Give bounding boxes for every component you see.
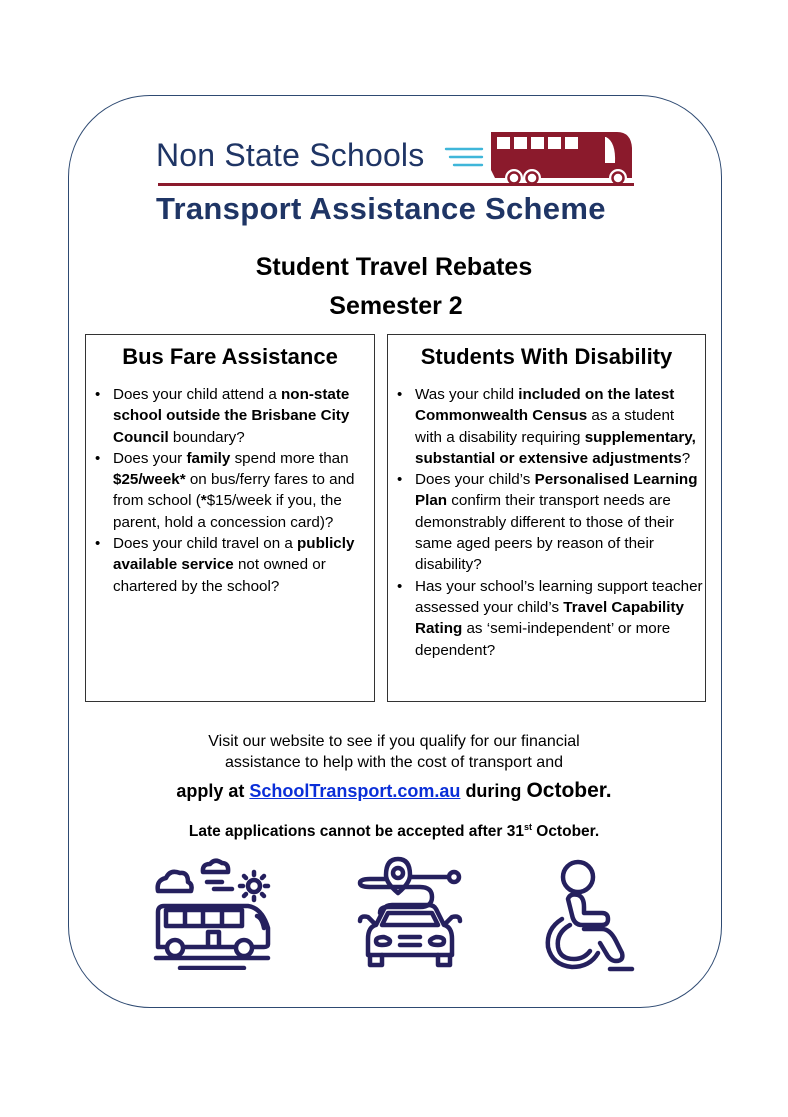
website-info: [0, 731, 788, 773]
apply-line: [0, 779, 788, 803]
logo-line2: Transport Assistance Scheme: [156, 191, 606, 226]
list-item: • Does your child travel on a publicly available service not owned or chartered by the school?: [113, 533, 374, 597]
list-item: • Does your family spend more than $25/week* on bus/ferry fares to and from school (*$15/week if you, the parent, hold a concession card)?: [113, 448, 374, 533]
late-applications-notice: [0, 823, 788, 841]
list-item: • Was your child included on the latest Commonwealth Census as a student with a disability requiring supplementary, substantial or extensive adjustments?: [415, 384, 705, 469]
section-heading: Students With Disability: [420, 344, 673, 369]
section-heading: Bus Fare Assistance: [122, 344, 338, 369]
late-sup: st: [523, 821, 532, 832]
criteria-list: [388, 384, 705, 661]
website-link[interactable]: SchoolTransport.com.au: [249, 781, 461, 801]
speed-lines-icon: [442, 146, 484, 172]
apply-middle: during: [460, 781, 527, 801]
late-prefix: Late applications cannot be accepted after 31: [188, 823, 524, 840]
logo-divider: [158, 183, 634, 186]
apply-prefix: apply at: [176, 781, 250, 801]
criteria-list: [86, 384, 374, 597]
students-with-disability-box: [387, 334, 706, 702]
bus-fare-assistance-box: [85, 334, 375, 702]
page-title: Student Travel Rebates: [255, 253, 533, 281]
bus-icon: [485, 130, 635, 186]
page-subtitle: Semester 2: [329, 292, 463, 320]
apply-month: October.: [526, 779, 612, 802]
car-route-icon: [356, 853, 466, 973]
cta-line1: Visit our website to see if you qualify for our financial: [208, 733, 580, 750]
cta-line2: assistance to help with the cost of transport and: [225, 754, 563, 771]
list-item: • Does your child attend a non-state school outside the Brisbane City Council boundary?: [113, 384, 374, 448]
list-item: • Has your school’s learning support teacher assessed your child’s Travel Capability Rating as ‘semi-independent’ or more dependent?: [415, 576, 705, 661]
bus-weather-icon: [150, 858, 275, 970]
list-item: • Does your child’s Personalised Learning Plan confirm their transport needs are demonstrably different to those of their same aged peers by reason of their disability?: [415, 469, 705, 575]
scheme-logo: [150, 125, 640, 235]
logo-line1: Non State Schools: [156, 137, 425, 173]
late-suffix: October.: [531, 823, 600, 840]
wheelchair-icon: [540, 853, 640, 973]
